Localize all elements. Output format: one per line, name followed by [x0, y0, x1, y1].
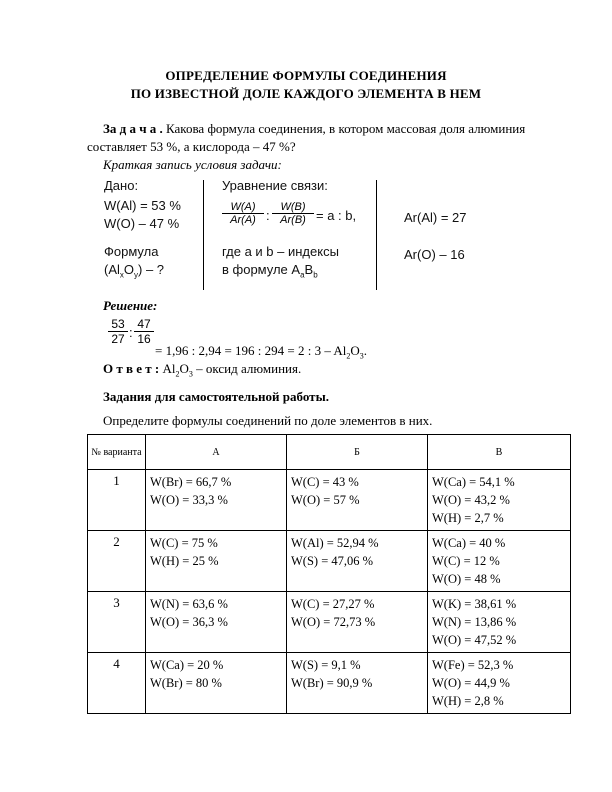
mass-fraction: W(O) = 48 % [432, 572, 501, 586]
table-header-row [88, 435, 571, 470]
given-line-2: W(O) – 47 % [104, 216, 180, 231]
mass-fraction: W(Br) = 80 % [150, 676, 222, 690]
mass-fraction: W(C) = 12 % [432, 554, 500, 568]
mass-fraction: W(Ca) = 40 % [432, 536, 506, 550]
table-row [88, 531, 571, 592]
mass-fraction: W(C) = 27,27 % [291, 597, 375, 611]
equation-header: Уравнение связи: [222, 178, 328, 193]
equation-rhs: = a : b, [316, 208, 357, 223]
mass-fraction: W(K) = 38,61 % [432, 597, 517, 611]
mass-al: Ar(Al) = 27 [404, 210, 467, 225]
given-line-1: W(Al) = 53 % [104, 198, 181, 213]
mass-fraction: W(O) = 57 % [291, 493, 360, 507]
solution-colon: : [129, 325, 133, 340]
variant-cell-b [287, 531, 428, 592]
variant-number: 3 [88, 592, 146, 653]
variants-table [87, 434, 571, 714]
header-col-v: В [428, 435, 571, 470]
variant-cell-v [428, 653, 571, 714]
task-text-1: Какова формула соединения, в котором массовая доля алюминия [162, 121, 526, 136]
mass-fraction: W(N) = 13,86 % [432, 615, 517, 629]
table-row [88, 592, 571, 653]
divider-left [203, 180, 204, 290]
brief-label: Краткая запись условия задачи: [103, 157, 282, 172]
variant-cell-a [146, 470, 287, 531]
mass-fraction: W(O) = 33,3 % [150, 493, 228, 507]
title-line-2: ПО ИЗВЕСТНОЙ ДОЛЕ КАЖДОГО ЭЛЕМЕНТА В НЕМ [130, 86, 482, 101]
mass-fraction: W(O) = 47,52 % [432, 633, 517, 647]
mass-fraction: W(O) = 72,73 % [291, 615, 376, 629]
task-line-1 [103, 121, 525, 137]
mass-fraction: W(Br) = 90,9 % [291, 676, 373, 690]
variant-cell-v [428, 470, 571, 531]
mass-o: Ar(O) – 16 [404, 247, 465, 262]
mass-fraction: W(Ca) = 20 % [150, 658, 224, 672]
title-line-1: ОПРЕДЕЛЕНИЕ ФОРМУЛЫ СОЕДИНЕНИЯ [165, 68, 447, 83]
fraction-b: $\frac{W(B)}{Ar(B)}$ [272, 201, 314, 226]
mass-fraction: W(H) = 25 % [150, 554, 219, 568]
solution-fraction-2: $\frac{47}{16}$ [134, 317, 154, 346]
mass-fraction: W(C) = 43 % [291, 475, 359, 489]
header-col-b: Б [287, 435, 428, 470]
given-header: Дано: [104, 178, 139, 193]
mass-fraction: W(H) = 2,7 % [432, 511, 504, 525]
mass-fraction: W(O) = 36,3 % [150, 615, 228, 629]
solution-fraction-1: $\frac{53}{27}$ [108, 317, 128, 346]
mass-fraction: W(O) = 43,2 % [432, 493, 510, 507]
equation-where-2: в формуле $A_aB_b$ [222, 262, 318, 280]
variant-cell-a [146, 592, 287, 653]
variant-cell-v [428, 531, 571, 592]
mass-fraction: W(S) = 47,06 % [291, 554, 374, 568]
header-col-a: А [146, 435, 287, 470]
variant-cell-v [428, 592, 571, 653]
variant-cell-b [287, 653, 428, 714]
mass-fraction: W(H) = 2,8 % [432, 694, 504, 708]
mass-fraction: W(C) = 75 % [150, 536, 218, 550]
mass-fraction: W(Br) = 66,7 % [150, 475, 232, 489]
mass-fraction: W(N) = 63,6 % [150, 597, 228, 611]
variant-number: 4 [88, 653, 146, 714]
equation-where-1: где a и b – индексы [222, 244, 339, 259]
self-work-heading: Задания для самостоятельной работы. [103, 389, 329, 404]
variant-cell-a [146, 653, 287, 714]
variant-number: 2 [88, 531, 146, 592]
formula-unknown: $(Al_xO_y)$ – ? [104, 262, 165, 280]
table-row [88, 470, 571, 531]
answer-line: О т в е т : $Al_2O_3$ – оксид алюминия. [103, 361, 302, 379]
equation-colon: : [266, 208, 270, 223]
mass-fraction: W(O) = 44,9 % [432, 676, 510, 690]
instruction: Определите формулы соединений по доле элементов в них. [103, 413, 433, 428]
mass-fraction: W(S) = 9,1 % [291, 658, 361, 672]
variant-cell-b [287, 592, 428, 653]
formula-label: Формула [104, 244, 159, 259]
task-label: За д а ч а . [103, 121, 163, 136]
divider-right [376, 180, 377, 290]
variant-number: 1 [88, 470, 146, 531]
variant-cell-b [287, 470, 428, 531]
solution-result: = 1,96 : 2,94 = 196 : 294 = 2 : $3 - Al_2O_3$. [155, 343, 368, 361]
mass-fraction: W(Fe) = 52,3 % [432, 658, 514, 672]
table-row [88, 653, 571, 714]
mass-fraction: W(Al) = 52,94 % [291, 536, 379, 550]
fraction-a: $\frac{W(A)}{Ar(A)}$ [222, 201, 264, 226]
solution-label: Решение: [103, 298, 158, 313]
variant-cell-a [146, 531, 287, 592]
header-variant-number: № варианта [88, 435, 146, 470]
mass-fraction: W(Ca) = 54,1 % [432, 475, 515, 489]
task-line-2: составляет 53 %, а кислорода – 47 %? [87, 139, 296, 154]
